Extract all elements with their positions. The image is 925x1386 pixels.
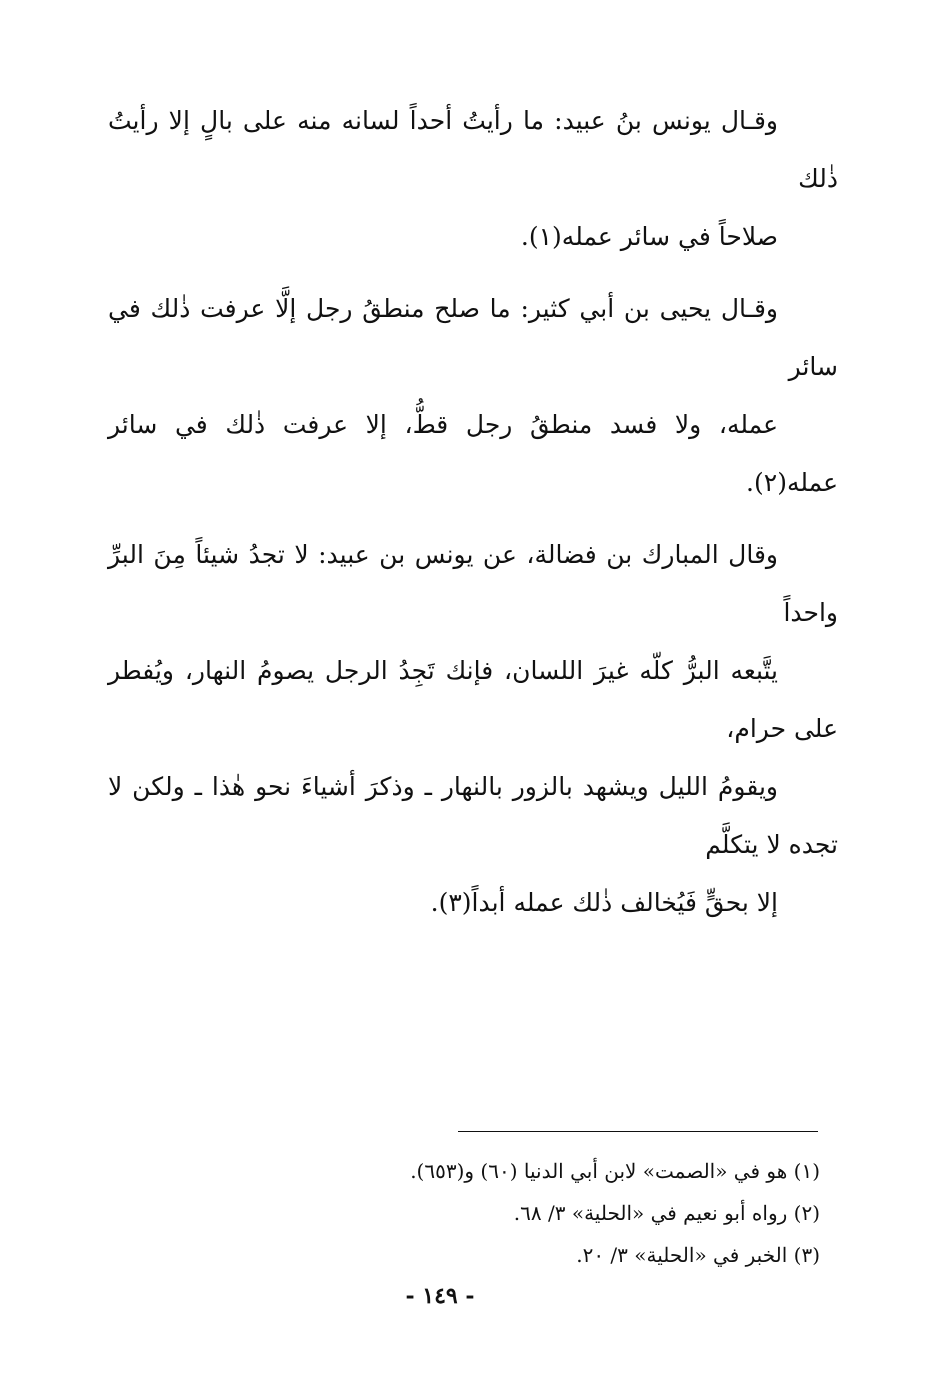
text-line: عمله، ولا فسد منطقُ رجل قطُّ، إلا عرفت ذٰلك في سائر عمله(٢).: [108, 410, 838, 497]
text-line: إلا بحقٍّ فَيُخالف ذٰلك عمله أبداً(٣).: [430, 888, 778, 917]
main-text: [108, 92, 838, 946]
text-line: يتَّبعه البرُّ كلّه غيرَ اللسان، فإنك تَجِدُ الرجل يصومُ النهار، ويُفطر على حرام،: [108, 656, 838, 743]
paragraph-yahya: [108, 280, 838, 512]
footnotes: [108, 1150, 820, 1276]
footnote-1: (١) هو في «الصمت» لابن أبي الدنيا (٦٠) و(٦٥٣).: [410, 1159, 820, 1183]
page-number: - ١٤٩ -: [405, 1283, 475, 1309]
text-line: وقال المبارك بن فضالة، عن يونس بن عبيد: لا تجدُ شيئاً مِنَ البرِّ واحداً: [108, 540, 838, 627]
text-line: وقـال يونس بنُ عبيد: ما رأيتُ أحداً لسانه منه على بالٍ إلا رأيتُ ذٰلك: [108, 106, 838, 193]
footnote-divider: [458, 1131, 818, 1132]
paragraph-mubarak: [108, 526, 838, 932]
text-line: ويقومُ الليل ويشهد بالزور بالنهار ـ وذكرَ أشياءَ نحو هٰذا ـ ولكن لا تجده لا يتكلَّم: [108, 772, 838, 859]
footnote-2: (٢) رواه أبو نعيم في «الحلية» ٣/ ٦٨.: [513, 1201, 820, 1225]
paragraph-yunus: [108, 92, 838, 266]
footnote-3: (٣) الخبر في «الحلية» ٣/ ٢٠.: [576, 1243, 820, 1267]
text-line: وقـال يحيى بن أبي كثير: ما صلح منطقُ رجل إلَّا عرفت ذٰلك في سائر: [108, 294, 838, 381]
text-line: صلاحاً في سائر عمله(١).: [520, 222, 778, 251]
